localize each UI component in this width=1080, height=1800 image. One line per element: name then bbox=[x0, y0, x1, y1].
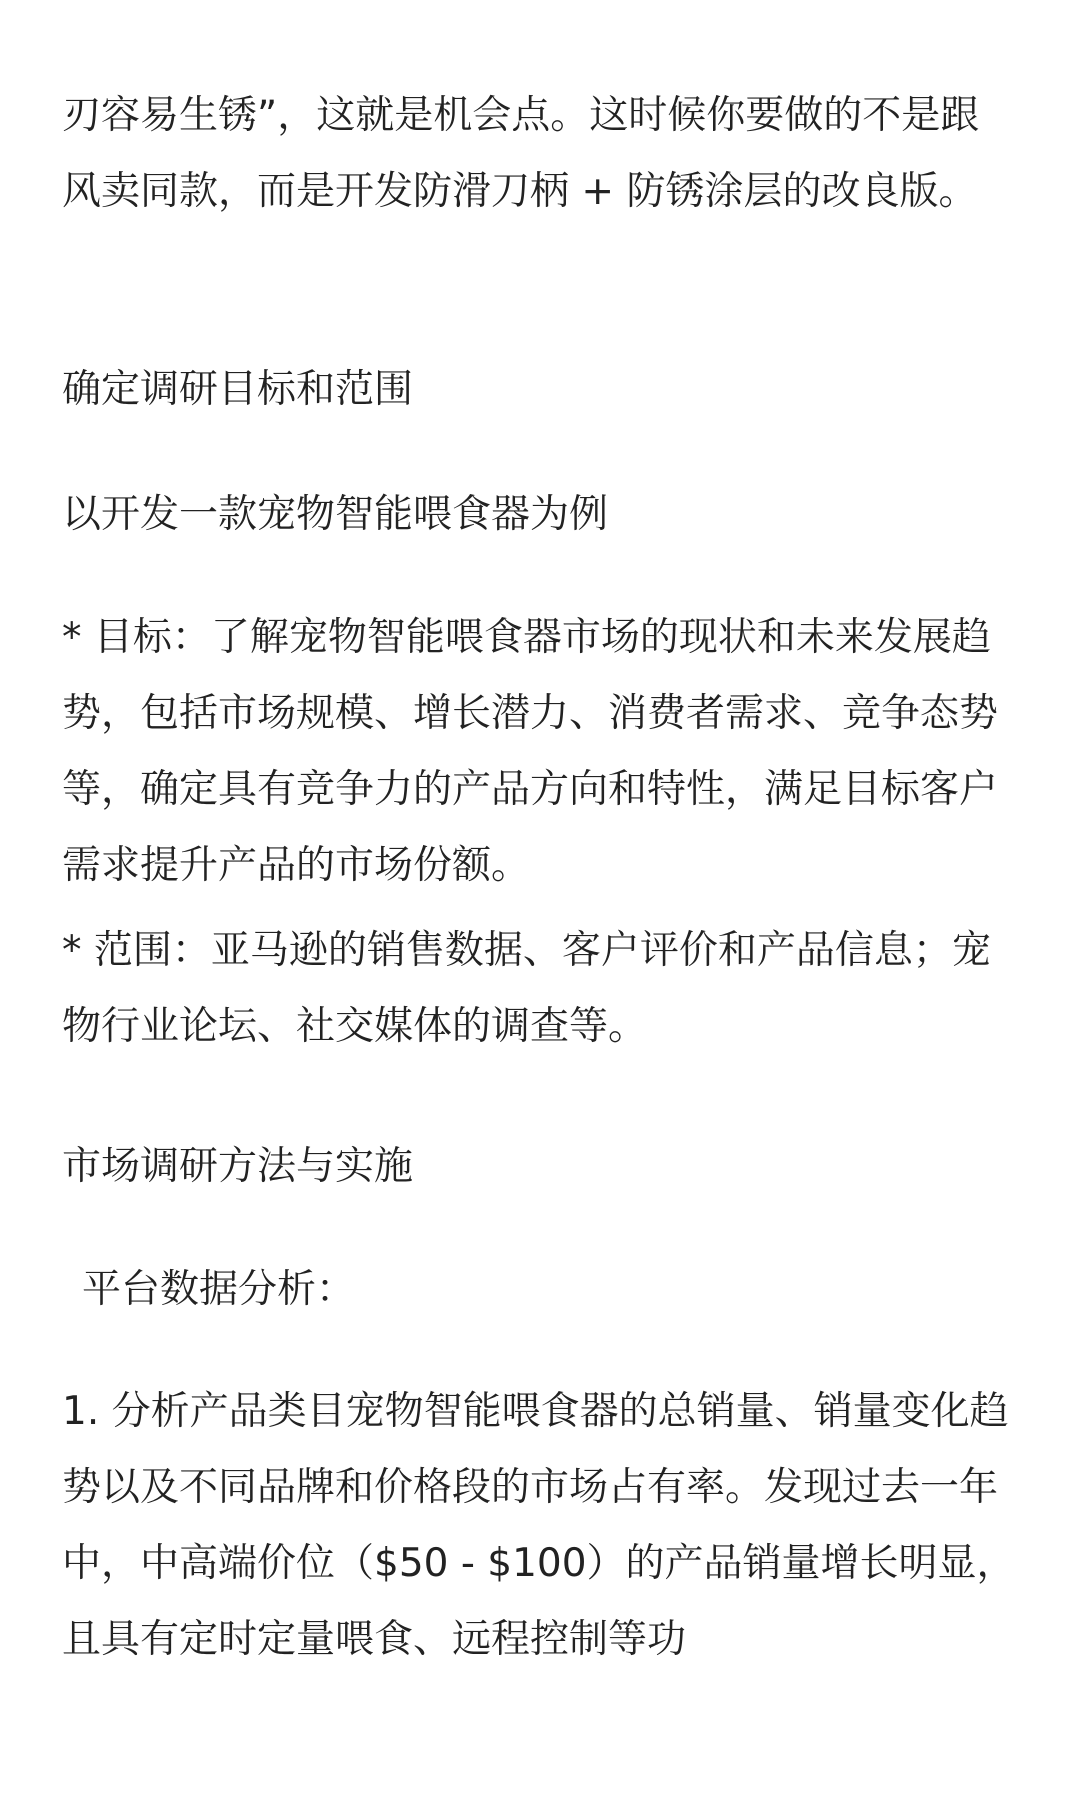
intro-paragraph: 刃容易生锈”，这就是机会点。这时候你要做的不是跟风卖同款，而是开发防滑刀柄 + 防锈涂层的改良版。 bbox=[62, 93, 980, 214]
subheading-platform-analysis: 平台数据分析： bbox=[82, 1267, 356, 1312]
example-line: 以开发一款宠物智能喂食器为例 bbox=[62, 492, 609, 537]
list-item: 1. 分析产品类目宠物智能喂食器的总销量、销量变化趋势以及不同品牌和价格段的市场占有率。发现过去一年中，中高端价位（$50 - $100）的产品销量增长明显，且具有定时定量喂食、远程控制等功 bbox=[62, 1389, 1016, 1662]
section-heading-methods: 市场调研方法与实施 bbox=[62, 1144, 414, 1189]
goal-bullet: * 目标：了解宠物智能喂食器市场的现状和未来发展趋势，包括市场规模、增长潜力、消费者需求、竞争态势等，确定具有竞争力的产品方向和特性，满足目标客户需求提升产品的市场份额。 bbox=[62, 615, 999, 888]
scope-bullet: * 范围：亚马逊的销售数据、客户评价和产品信息；宠物行业论坛、社交媒体的调查等。 bbox=[62, 928, 991, 1049]
section-heading-research-goal: 确定调研目标和范围 bbox=[62, 367, 414, 412]
